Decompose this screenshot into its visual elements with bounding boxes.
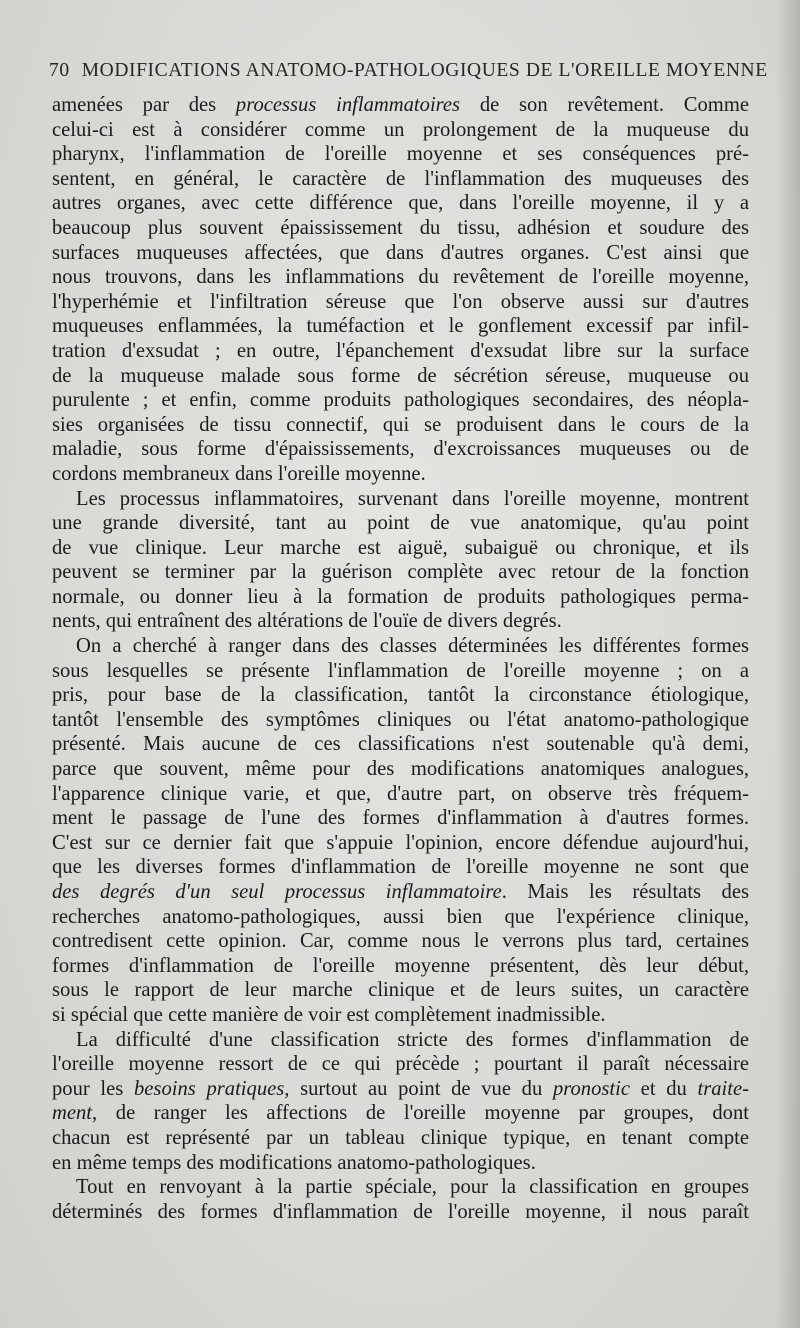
paragraph	[52, 1028, 749, 1176]
text-run: . Mais les résultats des	[501, 881, 750, 903]
text-run: On a cherché à ranger dans des classes déterminées les différentes formes	[76, 635, 749, 658]
text-line	[52, 1028, 749, 1053]
text-run: La difficulté d'une classification stricte des formes d'inflammation de	[76, 1028, 749, 1051]
text-run: autres organes, avec cette différence que, dans l'oreille moyenne, il y a	[52, 192, 749, 215]
text-run: déterminés des formes d'inflammation de l'oreille moyenne, il nous paraît	[52, 1200, 749, 1223]
text-line	[52, 806, 749, 831]
italic-run: besoins pratiques	[134, 1077, 285, 1100]
text-run: l'hyperhémie et l'infiltration séreuse que l'on observe aussi sur d'autres	[52, 290, 749, 313]
text-run: une grande diversité, tant au point de vue anatomique, qu'au point	[52, 512, 749, 535]
text-line	[52, 167, 749, 192]
text-run: chacun est représenté par un tableau clinique typique, en tenant compte	[52, 1126, 749, 1149]
paragraph	[52, 93, 749, 487]
text-line	[52, 659, 749, 684]
text-run: Tout en renvoyant à la partie spéciale, pour la classification en groupes	[76, 1176, 749, 1199]
text-line	[52, 364, 749, 389]
text-run: sentent, en général, le caractère de l'inflammation des muqueuses des	[52, 167, 749, 190]
text-line	[52, 560, 749, 585]
text-line	[52, 437, 749, 462]
text-run: ment le passage de l'une des formes d'inflammation à d'autres formes.	[52, 807, 749, 830]
text-run: , de ranger les affections de l'oreille moyenne par groupes, dont	[92, 1102, 749, 1125]
text-line	[52, 782, 749, 807]
text-line	[52, 732, 749, 757]
text-line	[52, 855, 749, 880]
text-run: de son revêtement. Comme	[460, 94, 749, 116]
text-run: pharynx, l'inflammation de l'oreille moyenne et ses conséquences pré-	[52, 143, 749, 166]
text-line	[52, 1052, 749, 1077]
text-line	[52, 413, 749, 438]
text-line	[52, 1003, 749, 1028]
text-run: normale, ou donner lieu à la formation de produits pathologiques perma-	[52, 585, 749, 608]
text-line	[52, 265, 749, 290]
text-line	[52, 831, 749, 856]
text-run: pour les	[52, 1077, 134, 1100]
text-run: sous le rapport de leur marche clinique et de leurs suites, un caractère	[52, 979, 749, 1002]
text-line	[52, 757, 749, 782]
text-run: recherches anatomo-pathologiques, aussi bien que l'expérience clinique,	[52, 905, 749, 928]
text-run: et du	[630, 1077, 698, 1100]
text-run: en même temps des modifications anatomo-pathologiques.	[52, 1151, 536, 1174]
paragraph	[52, 487, 749, 635]
italic-run: pronostic	[552, 1077, 630, 1100]
text-run: de la muqueuse malade sous forme de sécrétion séreuse, muqueuse ou	[52, 364, 749, 387]
text-line	[52, 339, 749, 364]
text-run: tration d'exsudat ; en outre, l'épanchement d'exsudat libre sur la surface	[52, 339, 749, 362]
text-run: sous lesquelles se présente l'inflammation de l'oreille moyenne ; on a	[52, 659, 749, 682]
header-title: MODIFICATIONS ANATOMO-PATHOLOGIQUES DE L'OREILLE MOYENNE	[81, 60, 768, 81]
text-run: amenées par des	[52, 94, 236, 116]
text-line	[52, 314, 749, 339]
text-run: pris, pour base de la classification, tantôt la circonstance étiologique,	[52, 684, 749, 707]
text-line	[52, 1101, 749, 1126]
text-run: présenté. Mais aucune de ces classifications n'est soutenable qu'à demi,	[52, 733, 749, 756]
text-line	[52, 536, 749, 561]
text-line	[52, 708, 749, 733]
text-run: parce que souvent, même pour des modifications anatomiques analogues,	[52, 758, 749, 781]
text-run: , surtout au point de vue du	[284, 1077, 553, 1100]
text-run: surfaces muqueuses affectées, que dans d'autres organes. C'est ainsi que	[52, 241, 749, 264]
text-line	[52, 683, 749, 708]
text-line	[52, 118, 749, 143]
text-run: Les processus inflammatoires, survenant dans l'oreille moyenne, montrent	[76, 487, 749, 510]
text-line	[52, 142, 749, 167]
paragraph	[52, 1175, 749, 1224]
text-line	[52, 880, 749, 905]
text-run: nents, qui entraînent des altérations de l'ouïe de divers degrés.	[52, 610, 562, 633]
text-run: purulente ; et enfin, comme produits pathologiques secondaires, des néopla-	[52, 389, 749, 412]
text-line	[52, 954, 749, 979]
italic-run: des degrés d'un seul processus inflammatoire	[52, 881, 502, 903]
body-text	[52, 93, 749, 1224]
text-run: l'apparence clinique varie, et que, d'autre part, on observe très fréquem-	[52, 782, 749, 805]
text-line	[52, 1126, 749, 1151]
text-run: maladie, sous forme d'épaississements, d'excroissances muqueuses ou de	[52, 438, 749, 461]
text-line	[52, 905, 749, 930]
text-line	[52, 241, 749, 266]
text-run: beaucoup plus souvent épaississement du tissu, adhésion et soudure des	[52, 216, 749, 239]
text-run: tantôt l'ensemble des symptômes cliniques ou l'état anatomo-pathologique	[52, 708, 749, 731]
text-line	[52, 487, 749, 512]
text-run: C'est sur ce dernier fait que s'appuie l'opinion, encore défendue aujourd'hui,	[52, 831, 749, 854]
text-line	[52, 511, 749, 536]
text-line	[52, 929, 749, 954]
text-line	[52, 978, 749, 1003]
text-line	[52, 634, 749, 659]
italic-run: traite-	[697, 1077, 749, 1100]
text-line	[52, 1175, 749, 1200]
italic-run: processus inflammatoires	[235, 94, 461, 116]
text-run: de vue clinique. Leur marche est aiguë, subaiguë ou chronique, et ils	[52, 536, 749, 559]
text-line	[52, 191, 749, 216]
text-run: peuvent se terminer par la guérison complète avec retour de la fonction	[52, 561, 749, 584]
text-line	[52, 388, 749, 413]
text-line	[52, 1200, 749, 1225]
text-run: l'oreille moyenne ressort de ce qui précède ; pourtant il paraît nécessaire	[52, 1053, 749, 1076]
page-edge-shadow	[776, 0, 800, 1328]
running-header	[49, 60, 768, 82]
text-run: contredisent cette opinion. Car, comme nous le verrons plus tard, certaines	[52, 930, 749, 953]
text-line	[52, 609, 749, 634]
text-line	[52, 290, 749, 315]
text-line	[52, 585, 749, 610]
text-run: formes d'inflammation de l'oreille moyenne présentent, dès leur début,	[52, 954, 749, 977]
text-line	[52, 1077, 749, 1102]
italic-run: ment	[52, 1102, 93, 1125]
text-run: que les diverses formes d'inflammation de l'oreille moyenne ne sont que	[52, 856, 749, 879]
text-line	[52, 1151, 749, 1176]
page-number: 70	[49, 60, 70, 81]
text-run: cordons membraneux dans l'oreille moyenne.	[52, 462, 426, 485]
text-run: si spécial que cette manière de voir est complètement inadmissible.	[52, 1003, 606, 1026]
paragraph	[52, 634, 749, 1028]
text-run: celui-ci est à considérer comme un prolongement de la muqueuse du	[52, 118, 749, 141]
text-run: sies organisées de tissu connectif, qui se produisent dans le cours de la	[52, 413, 749, 436]
text-line	[52, 93, 749, 118]
text-run: nous trouvons, dans les inflammations du revêtement de l'oreille moyenne,	[52, 266, 749, 289]
text-line	[52, 216, 749, 241]
text-line	[52, 462, 749, 487]
text-run: muqueuses enflammées, la tuméfaction et le gonflement excessif par infil-	[52, 315, 749, 338]
